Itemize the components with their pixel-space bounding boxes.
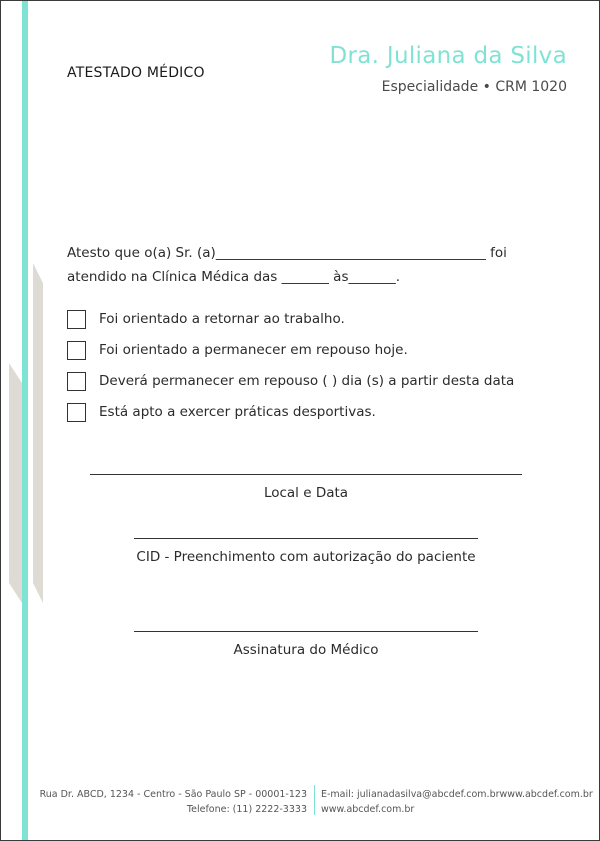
accent-stripe [22,1,28,841]
footer-email[interactable]: E-mail: julianadasilva@abcdef.com.brwww.abcdef.com.br [321,789,593,800]
decorative-shapes [1,1,61,841]
option-label: Está apto a exercer práticas desportivas. [99,404,376,420]
checkbox-return-work[interactable] [67,310,86,329]
footer-address: Rua Dr. ABCD, 1234 - Centro - São Paulo SP - 00001-123 [39,789,307,800]
document-title: ATESTADO MÉDICO [67,65,205,81]
footer-contact-right [321,787,593,817]
footer-divider [314,785,315,815]
decor-parallelogram-large [33,263,43,603]
signature-label: Assinatura do Médico [233,642,379,658]
signature-line[interactable] [90,474,522,475]
option-label: Foi orientado a permanecer em repouso hoje. [99,342,408,358]
attestation-line-1: Atesto que o(a) Sr. (a)________________________________________ foi [67,245,507,261]
checkbox-rest-days[interactable] [67,372,86,391]
checkbox-sports-fit[interactable] [67,403,86,422]
attestation-line-2: atendido na Clínica Médica das _______ às_______. [67,269,401,285]
signature-local-data [90,474,522,501]
footer-contact-left [40,787,307,817]
signature-cid [134,538,478,565]
signature-label: CID - Preenchimento com autorização do paciente [136,549,476,565]
option-label: Deverá permanecer em repouso ( ) dia (s) a partir desta data [99,373,515,389]
footer-phone: Telefone: (11) 2222-3333 [186,804,307,815]
attestation-text [67,241,557,289]
decor-parallelogram-small [9,363,22,603]
footer-website[interactable]: www.abcdef.com.br [321,804,415,815]
signature-line[interactable] [134,631,478,632]
options-list [67,308,514,432]
option-rest-days [67,370,514,392]
doctor-name: Dra. Juliana da Silva [329,43,567,69]
signature-doctor [134,631,478,658]
signature-label: Local e Data [263,485,349,501]
option-return-work [67,308,514,330]
specialty-crm: Especialidade • CRM 1020 [381,79,567,95]
option-rest-today [67,339,514,361]
option-sports-fit [67,401,514,423]
option-label: Foi orientado a retornar ao trabalho. [99,311,345,327]
checkbox-rest-today[interactable] [67,341,86,360]
signature-line[interactable] [134,538,478,539]
